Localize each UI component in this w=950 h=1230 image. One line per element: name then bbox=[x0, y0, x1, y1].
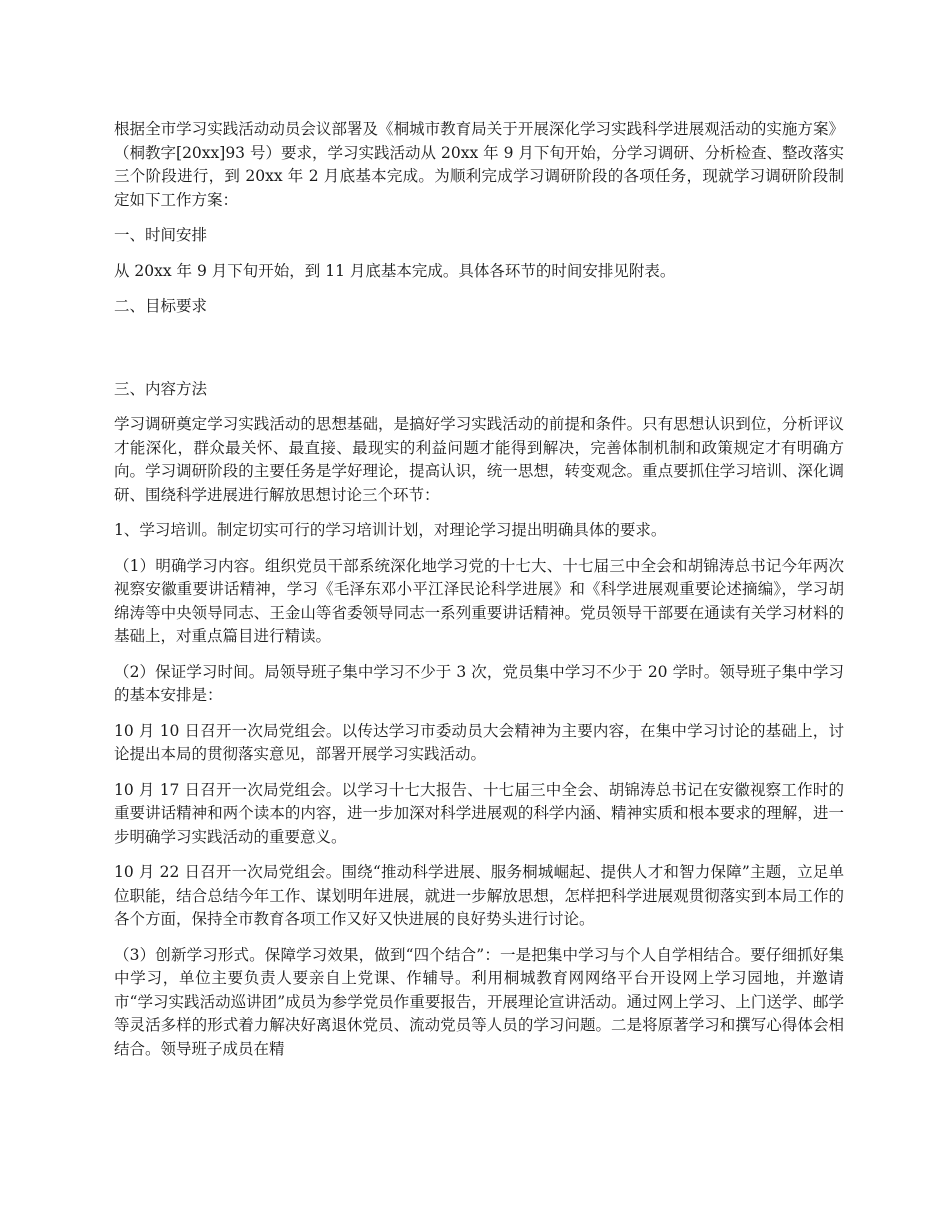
meeting-oct-10-paragraph: 10 月 10 日召开一次局党组会。以传达学习市委动员大会精神为主要内容，在集中学习讨论的基础上，讨论提出本局的贯彻落实意见，部署开展学习实践活动。 bbox=[114, 721, 844, 763]
schedule-paragraph: 从 20xx 年 9 月下旬开始，到 11 月底基本完成。具体各环节的时间安排见附表。 bbox=[114, 261, 676, 280]
document-body bbox=[114, 118, 844, 1073]
meeting-oct-22-paragraph: 10 月 22 日召开一次局党组会。围绕“推动科学进展、服务桐城崛起、提供人才和智力保障”主题，立足单位职能，结合总结今年工作、谋划明年进展，就进一步解放思想，怎样把科学进展观贯彻落实到本局工作的各个方面，保持全市教育各项工作又好又快进展的良好势头进行讨论。 bbox=[114, 863, 844, 928]
intro-paragraph: 根据全市学习实践活动动员会议部署及《桐城市教育局关于开展深化学习实践科学进展观活动的实施方案》（桐教字[20xx]93 号）要求，学习实践活动从 20xx 年 9 月下旬开始，分学习调研、分析检查、整改落实三个阶段进行，到 20xx 年 2 月底基本完成。为顺利完成学习调研阶段的各项任务，现就学习调研阶段制定如下工作方案： bbox=[114, 120, 844, 209]
section-heading-goals: 二、目标要求 bbox=[114, 297, 208, 315]
methods-paragraph: 学习调研奠定学习实践活动的思想基础，是搞好学习实践活动的前提和条件。只有思想认识到位，分析评议才能深化，群众最关怀、最直接、最现实的利益问题才能得到解决，完善体制机制和政策规定才有明确方向。学习调研阶段的主要任务是学好理论，提高认识，统一思想，转变观念。重点要抓住学习培训、深化调研、围绕科学进展进行解放思想讨论三个环节： bbox=[114, 415, 844, 504]
study-form-paragraph: （3）创新学习形式。保障学习效果，做到“四个结合”：一是把集中学习与个人自学相结合。要仔细抓好集中学习，单位主要负责人要亲自上党课、作辅导。利用桐城教育网网络平台开设网上学习园地，并邀请市“学习实践活动巡讲团”成员为参学党员作重要报告，开展理论宣讲活动。通过网上学习、上门送学、邮学等灵活多样的形式着力解决好离退休党员、流动党员等人员的学习问题。二是将原著学习和撰写心得体会相结合。领导班子成员在精 bbox=[114, 945, 844, 1058]
section-heading-schedule: 一、时间安排 bbox=[114, 226, 208, 244]
blank-space bbox=[114, 331, 844, 378]
meeting-oct-17-paragraph: 10 月 17 日召开一次局党组会。以学习十七大报告、十七届三中全会、胡锦涛总书记在安徽视察工作时的重要讲话精神和两个读本的内容，进一步加深对科学进展观的科学内涵、精神实质和根本要求的理解，进一步明确学习实践活动的重要意义。 bbox=[114, 780, 844, 846]
section-heading-methods: 三、内容方法 bbox=[114, 379, 208, 398]
study-time-paragraph: （2）保证学习时间。局领导班子集中学习不少于 3 次，党员集中学习不少于 20 学时。领导班子集中学习的基本安排是： bbox=[114, 662, 844, 704]
study-content-paragraph: （1）明确学习内容。组织党员干部系统深化地学习党的十七大、十七届三中全会和胡锦涛总书记今年两次视察安徽重要讲话精神，学习《毛泽东邓小平江泽民论科学进展》和《科学进展观重要论述摘编》，学习胡绵涛等中央领导同志、王金山等省委领导同志一系列重要讲话精神。党员领导干部要在通读有关学习材料的基础上，对重点篇目进行精读。 bbox=[114, 556, 844, 645]
study-training-paragraph: 1、学习培训。制定切实可行的学习培训计划，对理论学习提出明确具体的要求。 bbox=[114, 521, 667, 539]
